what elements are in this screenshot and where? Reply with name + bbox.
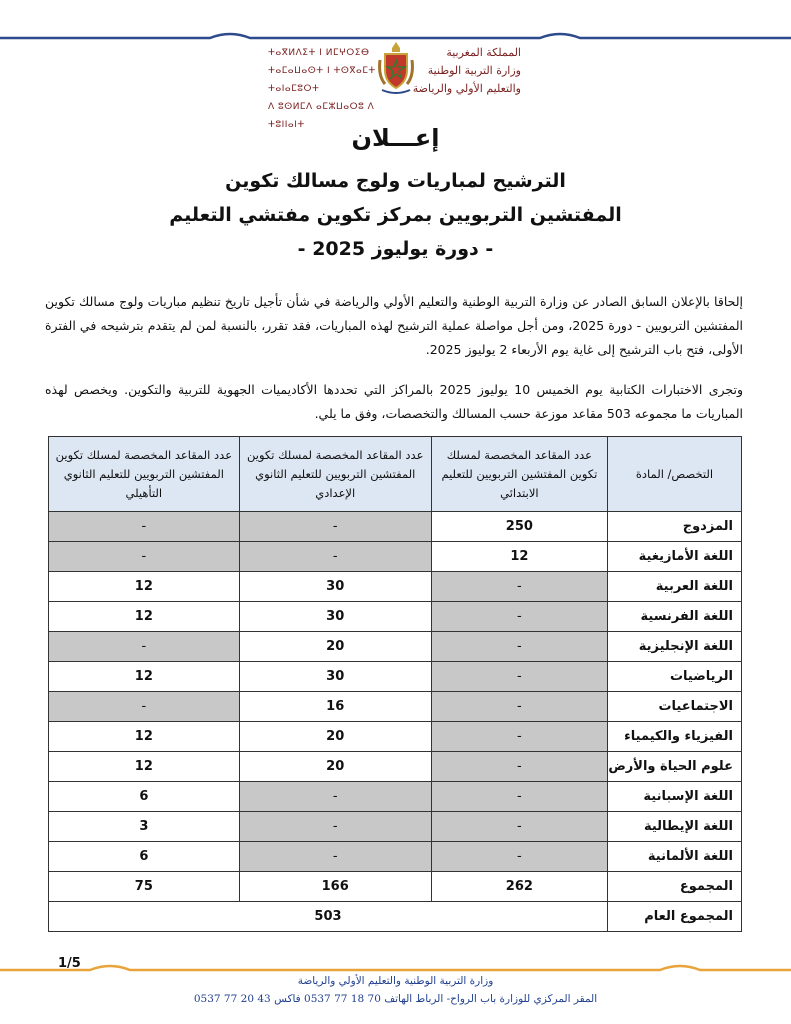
row-name: اللغة العربية — [608, 572, 742, 602]
table-row — [49, 572, 742, 602]
table-row — [49, 632, 742, 662]
primary-cell: - — [431, 632, 607, 662]
page-number: 1/5 — [58, 956, 81, 971]
middle-cell: 16 — [239, 692, 431, 722]
high-cell: - — [49, 512, 240, 542]
header-primary: عدد المقاعد المخصصة لمسلك تكوين المفتشين التربويين للتعليم الابتدائي — [431, 437, 607, 512]
high-cell: - — [49, 542, 240, 572]
seats-table — [48, 436, 742, 932]
row-name: الفيزياء والكيمياء — [608, 722, 742, 752]
grand-total-label: المجموع العام — [608, 902, 742, 932]
letterhead — [0, 40, 791, 130]
high-cell: 6 — [49, 842, 240, 872]
footer-address: المقر المركزي للوزارة باب الرواح- الرباط الهاتف 70 18 77 0537 فاكس 43 20 77 0537 — [193, 993, 598, 1005]
primary-cell: 12 — [431, 542, 607, 572]
middle-cell: 20 — [239, 632, 431, 662]
high-cell: 12 — [49, 722, 240, 752]
row-name: اللغة الأمازيغية — [608, 542, 742, 572]
table-row — [49, 722, 742, 752]
total-primary: 262 — [431, 872, 607, 902]
subtitle-3: - دورة يوليوز 2025 - — [297, 238, 494, 260]
primary-cell: - — [431, 782, 607, 812]
middle-cell: 20 — [239, 752, 431, 782]
high-cell: - — [49, 692, 240, 722]
total-label: المجموع — [608, 872, 742, 902]
middle-cell: - — [239, 782, 431, 812]
table-row — [49, 782, 742, 812]
table-row — [49, 662, 742, 692]
middle-cell: 30 — [239, 572, 431, 602]
primary-cell: - — [431, 572, 607, 602]
grand-total-value: 503 — [49, 902, 608, 932]
row-name: علوم الحياة والأرض — [608, 752, 742, 782]
row-name: المزدوج — [608, 512, 742, 542]
primary-cell: - — [431, 722, 607, 752]
middle-cell: - — [239, 842, 431, 872]
header-high: عدد المقاعد المخصصة لمسلك تكوين المفتشين التربويين للتعليم الثانوي التأهيلي — [49, 437, 240, 512]
paragraph-1: إلحاقا بالإعلان السابق الصادر عن وزارة التربية الوطنية والتعليم الأولي والرياضة في شأن تأجيل تاريخ تنظيم مباريات ولوج مسالك تكوين المفتشين التربويين - دورة 2025، ومن أجل مواصلة عملية الترشيح لهذه المباريات، فقد تقرر، بالنسبة لمن لم يتقدم بترشيحه في الفترة الأولى، فتح باب الترشيح إلى غاية يوم الأربعاء 2 يوليوز 2025. — [45, 294, 743, 357]
middle-cell: - — [239, 512, 431, 542]
arabic-line-2: وزارة التربية الوطنية — [427, 64, 521, 77]
row-name: الاجتماعيات — [608, 692, 742, 722]
high-cell: 3 — [49, 812, 240, 842]
arabic-line-1: المملكة المغربية — [446, 46, 521, 59]
primary-cell: - — [431, 692, 607, 722]
header-middle: عدد المقاعد المخصصة لمسلك تكوين المفتشين التربويين للتعليم الثانوي الإعدادي — [239, 437, 431, 512]
total-row — [49, 872, 742, 902]
footer — [0, 972, 791, 1008]
table-row — [49, 692, 742, 722]
table-row — [49, 512, 742, 542]
tifinagh-line-1: ⵜⴰⴳⵍⴷⵉⵜ ⵏ ⵍⵎⵖⵔⵉⴱ — [268, 48, 370, 58]
tifinagh-line-2: ⵜⴰⵎⴰⵡⴰⵙⵜ ⵏ ⵜⵙⴳⴰⵎⵜ ⵜⴰⵏⴰⵎⵓⵔⵜ — [268, 66, 376, 94]
primary-cell: - — [431, 812, 607, 842]
middle-cell: 20 — [239, 722, 431, 752]
subtitle-1: الترشيح لمباريات ولوج مسالك تكوين — [225, 170, 566, 192]
primary-cell: - — [431, 752, 607, 782]
row-name: اللغة الألمانية — [608, 842, 742, 872]
table-row — [49, 842, 742, 872]
arabic-line-3: والتعليم الأولي والرياضة — [412, 82, 521, 95]
primary-cell: 250 — [431, 512, 607, 542]
middle-cell: - — [239, 812, 431, 842]
primary-cell: - — [431, 842, 607, 872]
high-cell: 12 — [49, 572, 240, 602]
high-cell: 6 — [49, 782, 240, 812]
table-row — [49, 602, 742, 632]
middle-cell: - — [239, 542, 431, 572]
high-cell: - — [49, 632, 240, 662]
row-name: اللغة الإيطالية — [608, 812, 742, 842]
table-row — [49, 542, 742, 572]
row-name: اللغة الفرنسية — [608, 602, 742, 632]
primary-cell: - — [431, 602, 607, 632]
total-middle: 166 — [239, 872, 431, 902]
middle-cell: 30 — [239, 662, 431, 692]
primary-cell: - — [431, 662, 607, 692]
grand-total-row — [49, 902, 742, 932]
paragraph-2: وتجرى الاختبارات الكتابية يوم الخميس 10 يوليوز 2025 بالمراكز التي تحددها الأكاديميات الجهوية للتربية والتكوين. ويخصص لهذه المباريات ما مجموعه 503 مقاعد موزعة حسب المسالك والتخصصات، وفق ما يلي. — [45, 382, 743, 421]
table-row — [49, 812, 742, 842]
subtitle-2: المفتشين التربويين بمركز تكوين مفتشي التعليم — [169, 204, 622, 226]
footer-ministry-name: وزارة التربية الوطنية والتعليم الأولي والرياضة — [297, 975, 494, 987]
header-specialty: التخصص/ المادة — [608, 437, 742, 512]
high-cell: 12 — [49, 602, 240, 632]
row-name: اللغة الإسبانية — [608, 782, 742, 812]
announcement-title: إعـــلان — [351, 124, 440, 152]
total-high: 75 — [49, 872, 240, 902]
row-name: الرياضيات — [608, 662, 742, 692]
high-cell: 12 — [49, 752, 240, 782]
table-header-row — [49, 437, 742, 512]
row-name: اللغة الإنجليزية — [608, 632, 742, 662]
high-cell: 12 — [49, 662, 240, 692]
table-row — [49, 752, 742, 782]
arabic-ministry-name — [371, 44, 521, 98]
middle-cell: 30 — [239, 602, 431, 632]
tifinagh-line-3: ⴷ ⵓⵙⵍⵎⴷ ⴰⵎⵣⵡⴰⵔⵓ ⴷ ⵜⵓⵏⵏⴰⵏⵜ — [268, 102, 375, 130]
